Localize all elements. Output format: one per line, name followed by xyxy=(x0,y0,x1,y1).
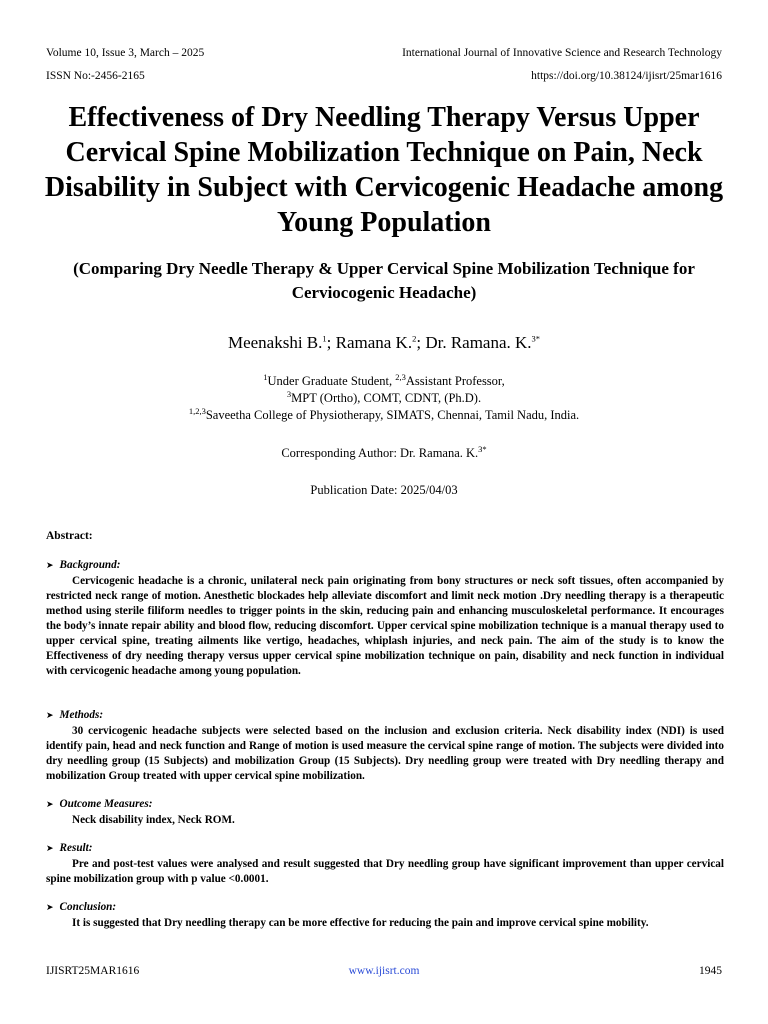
section-body: Cervicogenic headache is a chronic, unilateral neck pain originating from bony structures or neck soft tissues, often accompanied by restricted neck range of motion. Anesthetic blockades help alleviate discomfort and limit neck motion .Dry needling therapy is a therapeutic method using sterile filiform needles to trigger points in the skin, reducing pain and enhancing musculoskeletal performance. It encourages the body’s innate repair ability and blood flow, reducing discomfort. Upper cervical spine mobilization technique is a manual therapy used to upper cervical spine, treating ailments like vertigo, headaches, whiplash injuries, and neck pain. The aim of the study is to know the Effectiveness of dry needing therapy versus upper cervical spine mobilization technique on pain, disability and neck function in individual with cervicogenic headache among young population. xyxy=(46,575,724,677)
section-heading: Outcome Measures: xyxy=(59,798,153,810)
arrow-bullet-icon: ➤ xyxy=(46,711,54,721)
corresponding-sup: 3* xyxy=(478,443,487,454)
issn: ISSN No:-2456-2165 xyxy=(46,70,145,82)
footer-paper-id: IJISRT25MAR1616 xyxy=(46,965,140,977)
author-sup: 1 xyxy=(322,333,327,344)
arrow-bullet-icon: ➤ xyxy=(46,844,54,854)
affil-sup: 2,3 xyxy=(395,371,406,382)
author-sup: 3* xyxy=(531,333,541,344)
affiliations xyxy=(0,373,768,424)
affiliation-line xyxy=(0,373,768,390)
affil-sup: 3 xyxy=(286,388,292,399)
affil-text: Saveetha College of Physiotherapy, SIMATS, Chennai, Tamil Nadu, India. xyxy=(205,408,580,422)
affil-sup: 1,2,3 xyxy=(188,405,206,416)
section-background xyxy=(46,558,724,679)
affil-text: MPT (Ortho), COMT, CDNT, (Ph.D). xyxy=(291,391,482,405)
footer-website-link[interactable]: www.ijisrt.com xyxy=(348,965,420,977)
section-result xyxy=(46,841,724,887)
author-sup: 2 xyxy=(412,333,417,344)
affiliation-line xyxy=(0,407,768,424)
abstract-label: Abstract: xyxy=(46,530,93,542)
publication-date: Publication Date: 2025/04/03 xyxy=(310,483,458,497)
doi-link[interactable]: https://doi.org/10.38124/ijisrt/25mar1616 xyxy=(531,70,722,82)
section-heading: Background: xyxy=(59,559,121,571)
arrow-bullet-icon: ➤ xyxy=(46,800,54,810)
section-conclusion xyxy=(46,900,724,931)
section-body: Neck disability index, Neck ROM. xyxy=(72,814,235,826)
affil-text: Assistant Professor, xyxy=(405,374,505,388)
affil-text: Under Graduate Student, xyxy=(267,374,396,388)
page-number: 1945 xyxy=(699,965,722,977)
author-list xyxy=(0,332,768,354)
journal-name: International Journal of Innovative Science and Research Technology xyxy=(402,47,722,59)
author-name: Meenakshi B. xyxy=(227,333,323,352)
paper-subtitle: (Comparing Dry Needle Therapy & Upper Cervical Spine Mobilization Technique for Cerviocogenic Headache) xyxy=(73,259,695,302)
section-heading: Conclusion: xyxy=(59,901,117,913)
section-outcome xyxy=(46,797,724,828)
section-body: It is suggested that Dry needling therapy can be more effective for reducing the pain and improve cervical spine mobility. xyxy=(72,917,649,929)
section-heading: Methods: xyxy=(59,709,104,721)
paper-title: Effectiveness of Dry Needling Therapy Versus Upper Cervical Spine Mobilization Technique on Pain, Neck Disability in Subject with Cervicogenic Headache among Young Population xyxy=(44,102,724,238)
author-name: ; Dr. Ramana. K. xyxy=(416,333,532,352)
section-body: Pre and post-test values were analysed and result suggested that Dry needling group have significant improvement than upper cervical spine mobilization group with p value <0.0001. xyxy=(46,858,724,885)
corresponding-text: Corresponding Author: Dr. Ramana. K. xyxy=(281,446,479,460)
affiliation-line xyxy=(0,390,768,407)
affil-sup: 1 xyxy=(263,371,268,382)
section-body: 30 cervicogenic headache subjects were selected based on the inclusion and exclusion criteria. Neck disability index (NDI) is used identify pain, head and neck function and Range of motion is used measure the cervical spine range of motion. The subjects were divided into dry needling group (15 Subjects) and mobilization Group (15 Subjects). Dry needling group were treated with Dry needling therapy and mobilization Group treated with upper cervical spine mobilization. xyxy=(46,725,724,782)
arrow-bullet-icon: ➤ xyxy=(46,561,54,571)
arrow-bullet-icon: ➤ xyxy=(46,903,54,913)
volume-info: Volume 10, Issue 3, March – 2025 xyxy=(46,47,205,59)
corresponding-author xyxy=(0,445,768,461)
section-methods xyxy=(46,708,724,784)
author-name: ; Ramana K. xyxy=(326,333,413,352)
section-heading: Result: xyxy=(59,842,93,854)
